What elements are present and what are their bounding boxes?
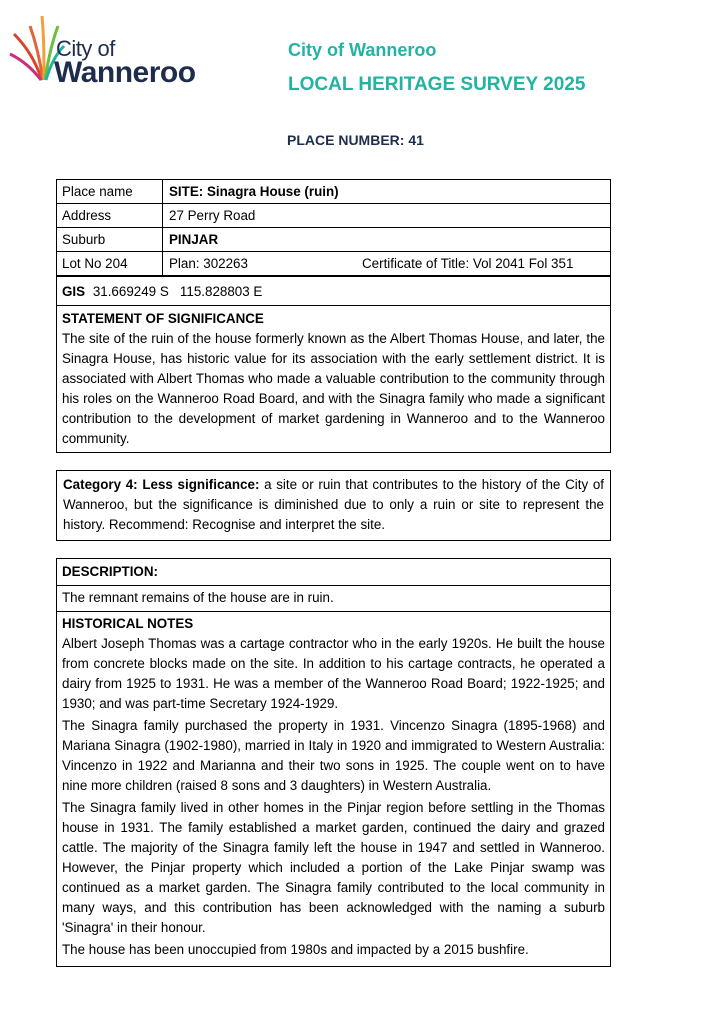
lot-row [57,252,610,276]
history-paragraph: The Sinagra family lived in other homes in the Pinjar region before settling in the Thomas house in 1931. The family established a market garden, continued the dairy and grazed cattle. The majority of the Sinagra family left the house in 1947 and settled in Wanneroo. However, the Pinjar property which included a portion of the Lake Pinjar swamp was continued as a market garden. The Sinagra family contributed to the local community in many ways, and this contribution has been acknowledged with the naming a suburb 'Sinagra' in their honour. [62,800,605,935]
history-paragraph: The house has been unoccupied from 1980s and impacted by a 2015 bushfire. [62,942,529,957]
address-row [57,204,610,228]
logo-line-1: City of [56,36,115,61]
details-table [56,179,611,453]
suburb-label: Suburb [57,228,163,251]
gis-value: 31.669249 S 115.828803 E [92,284,263,299]
historical-notes-heading: HISTORICAL NOTES [62,616,194,631]
place-name-row [57,180,610,204]
category-label: Category 4: Less significance: [63,477,260,492]
suburb-row [57,228,610,252]
place-number: PLACE NUMBER: 41 [287,132,424,148]
certificate-value: Certificate of Title: Vol 2041 Fol 351 [362,256,574,271]
address-value: 27 Perry Road [169,208,256,223]
plan-value: Plan: 302263 [169,256,248,271]
history-paragraph: Albert Joseph Thomas was a cartage contractor who in the early 1920s. He built the house from concrete blocks made on the site. In addition to his cartage contracts, he operated a dairy from 1925 to 1931. He was a member of the Wanneroo Road Board; 1922-1925; and 1930; and was part-time Secretary 1924-1929. [62,636,605,711]
significance-text: The site of the ruin of the house formerly known as the Albert Thomas House, and later, the Sinagra House, has historic value for its association with the early settlement district. It is associated with Albert Thomas who made a valuable contribution to the community through his roles on the Wanneroo Road Board, and with the Sinagra family who made a significant contribution to the development of market gardening in Wanneroo and to the Wanneroo community. [62,331,605,446]
description-text: The remnant remains of the house are in ruin. [62,590,334,605]
category-text: a site or ruin that contributes to the history of the City of Wanneroo, but the significance is diminished due to only a ruin or site to represent the history. Recommend: Recognise and interpret the site. [63,477,604,532]
place-name-label: Place name [57,180,163,203]
gis-label: GIS [62,284,86,299]
category-box [56,470,611,541]
city-logo [8,8,228,88]
place-name-value: SITE: Sinagra House (ruin) [169,184,339,199]
gis-significance-block [57,276,610,452]
history-paragraph: The Sinagra family purchased the property in 1931. Vincenzo Sinagra (1895-1968) and Mariana Sinagra (1902-1980), married in Italy in 1920 and immigrated to Western Australia: Vincenzo in 1922 and Marianna and their two sons in 1925. The couple went on to have nine more children (raised 8 sons and 3 daughters) in Western Australia. [62,718,605,793]
logo-line-2: Wanneroo [54,56,196,89]
lot-label: Lot No 204 [57,252,163,275]
significance-heading: STATEMENT OF SIGNIFICANCE [62,311,264,326]
description-heading: DESCRIPTION: [62,564,158,579]
address-label: Address [57,204,163,227]
suburb-value: PINJAR [169,232,219,247]
description-box [56,558,611,967]
survey-title: LOCAL HERITAGE SURVEY 2025 [288,74,586,95]
org-title: City of Wanneroo [288,40,437,60]
